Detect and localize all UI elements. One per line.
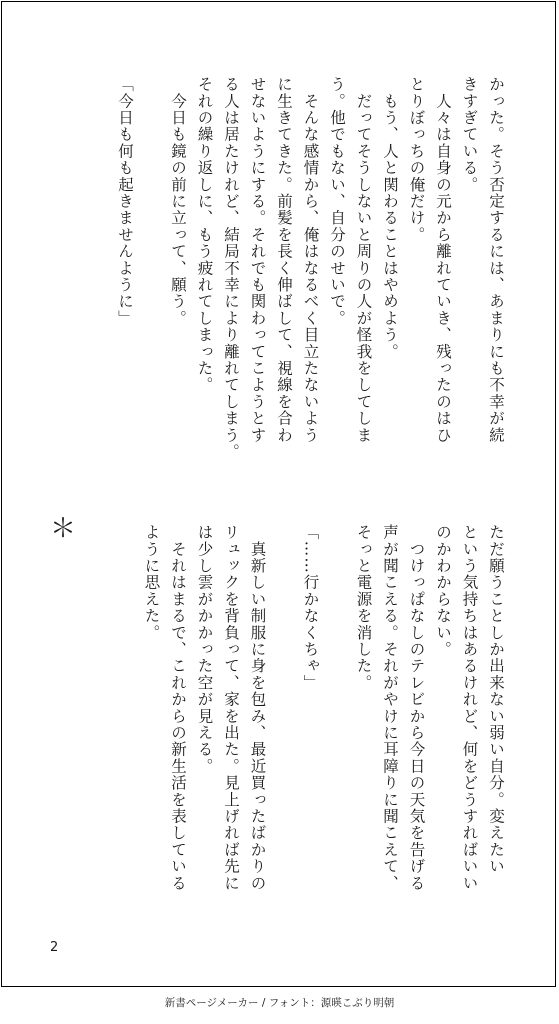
text-line: 「今日も何も起きませんように」 bbox=[116, 76, 134, 327]
text-line: に生きてきた。前髪を長く伸ばして、視線を合わ bbox=[275, 76, 293, 444]
text-block-upper bbox=[112, 76, 510, 486]
text-line: つけっぱなしのテレビから今日の天気を告げる bbox=[407, 524, 426, 892]
book-page bbox=[1, 1, 556, 987]
text-line: という気持ちはあるけれど、何をどうすればいい bbox=[460, 524, 479, 892]
text-line: かった。そう否定するには、あまりにも不幸が続 bbox=[487, 76, 505, 444]
text-line bbox=[324, 524, 351, 936]
text-line: は少し雲がかかった空が見える。 bbox=[195, 524, 214, 775]
text-line: 人々は自身の元から離れていき、残ったのはひ bbox=[434, 76, 452, 444]
text-line: せないようにする。それでも関わってこようとす bbox=[248, 76, 267, 444]
text-line bbox=[138, 76, 165, 486]
page-number: 2 bbox=[50, 940, 59, 955]
text-line: う。他でもない、自分のせいで。 bbox=[328, 76, 346, 327]
text-line: ただ願うことしか出来ない弱い自分。変えたい bbox=[487, 524, 505, 875]
text-line: もう、人と関わることはやめよう。 bbox=[381, 76, 399, 360]
text-line: リュックを背負って、家を出た。見上げれば先に bbox=[222, 524, 240, 892]
text-line: とりぼっちの俺だけ。 bbox=[407, 76, 426, 243]
section-break-asterisk: ＊ bbox=[50, 514, 77, 544]
text-line: 真新しい制服に身を包み、最近買ったばかりの bbox=[248, 524, 267, 892]
text-line bbox=[271, 524, 298, 936]
text-line: のかわからない。 bbox=[434, 524, 452, 658]
text-line: 「……行かなくちゃ」 bbox=[301, 524, 320, 691]
text-line: そんな感情から、俺はなるべく目立たないよう bbox=[301, 76, 320, 444]
text-line: それはまるで、これからの新生活を表している bbox=[169, 524, 187, 892]
text-line: それの繰り返しに、もう疲れてしまった。 bbox=[195, 76, 214, 394]
footer-credit: 新書ページメーカー / フォント：源暎こぶり明朝 bbox=[164, 997, 395, 1009]
text-line: きすぎている。 bbox=[460, 76, 479, 193]
text-line: そっと電源を消した。 bbox=[354, 524, 373, 691]
text-block-lower bbox=[138, 524, 509, 936]
text-line: 今日も鏡の前に立って、願う。 bbox=[169, 76, 187, 327]
text-line: だってそうしないと周りの人が怪我をしてしま bbox=[354, 76, 373, 444]
text-line: 声が聞こえる。それがやけに耳障りに聞こえて、 bbox=[381, 524, 399, 892]
text-line: ように思えた。 bbox=[142, 524, 161, 641]
text-line: る人は居たけれど、結局不幸により離れてしまう。 bbox=[222, 76, 240, 461]
